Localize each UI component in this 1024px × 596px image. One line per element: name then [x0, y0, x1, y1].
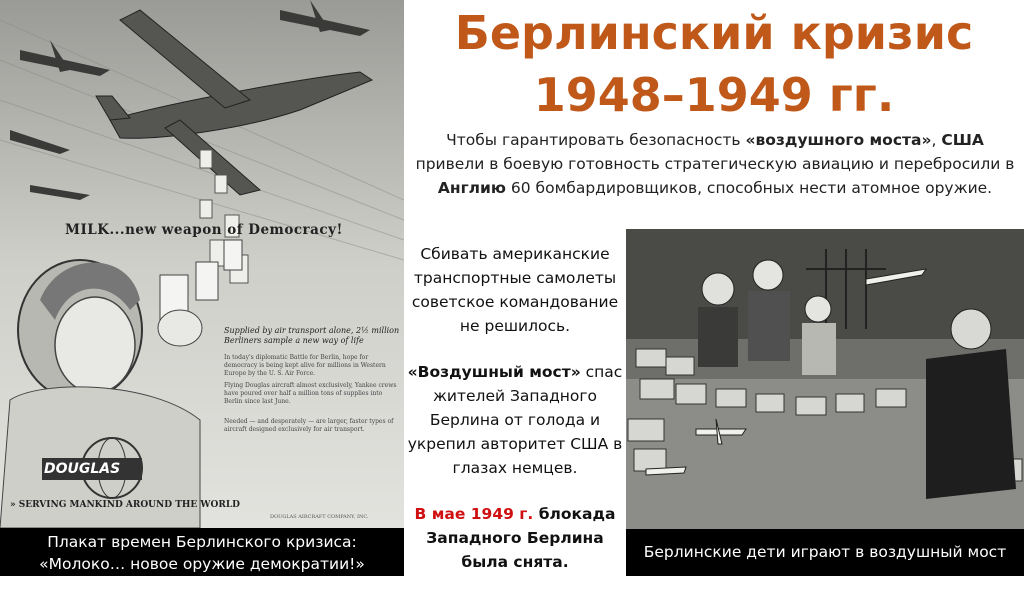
- middle-column: [404, 242, 626, 596]
- poster-illustration: [0, 0, 404, 528]
- middle-paragraph-3: [404, 502, 626, 574]
- title-line-1: Берлинский кризис: [454, 6, 974, 60]
- air-bridge-bold: «Воздушный мост»: [407, 363, 581, 381]
- poster-footer: DOUGLAS AIRCRAFT COMPANY, INC.: [270, 514, 369, 520]
- intro-bold-england: Англию: [437, 179, 506, 197]
- poster-body-1: In today's diplomatic Battle for Berlin, hope for democracy is being kept alive for millions in Western Europe by the U. S. Air Force.: [224, 354, 386, 377]
- middle-paragraph-1: Сбивать американские транспортные самолеты советское командование не решилось.: [411, 245, 619, 335]
- poster-caption-line-2: «Молоко… новое оружие демократии!»: [39, 555, 365, 573]
- poster-caption-line-1: Плакат времен Берлинского кризиса:: [47, 533, 357, 551]
- poster-body-2: Flying Douglas aircraft almost exclusively, Yankee crews have poured over half a million tons of supplies into Berlin since last June.: [224, 382, 397, 405]
- poster-headline: MILK...new weapon of Democracy!: [65, 222, 343, 238]
- douglas-logo-text: DOUGLAS: [44, 461, 121, 477]
- intro-bold-air-bridge: «воздушного моста»: [745, 131, 932, 149]
- title-line-2: 1948–1949 гг.: [533, 68, 895, 122]
- milk-poster-image: [0, 0, 404, 528]
- intro-paragraph: [415, 128, 1015, 200]
- middle-paragraph-2-text: спас жителей Западного Берлина от голода и укрепил авторитет США в глазах немцев.: [407, 363, 623, 477]
- intro-text-2: ,: [931, 131, 942, 149]
- intro-text-1: Чтобы гарантировать безопасность: [446, 131, 746, 149]
- intro-text-3: привели в боевую готовность стратегическую авиацию и перебросили в: [415, 155, 1015, 173]
- middle-paragraph-3-text: блокада Западного Берлина была снята.: [426, 505, 616, 571]
- poster-subheadline: Supplied by air transport alone, 2½ million Berliners sample a new way of life: [224, 326, 400, 345]
- children-photo-illustration: [626, 229, 1024, 529]
- intro-text-4: 60 бомбардировщиков, способных нести атомное оружие.: [505, 179, 993, 197]
- children-playing-photo: [626, 229, 1024, 529]
- middle-paragraph-2: [404, 360, 626, 480]
- page-title: [404, 2, 1024, 126]
- poster-body-3: Needed — and desperately — are larger, faster types of aircraft designed exclusively for air transport.: [224, 418, 394, 433]
- intro-bold-usa: США: [941, 131, 984, 149]
- photo-caption: Берлинские дети играют в воздушный мост: [626, 529, 1024, 576]
- poster-caption: [0, 528, 404, 576]
- may-1949-red: В мае 1949 г.: [414, 505, 534, 523]
- poster-slogan: » SERVING MANKIND AROUND THE WORLD: [10, 500, 240, 510]
